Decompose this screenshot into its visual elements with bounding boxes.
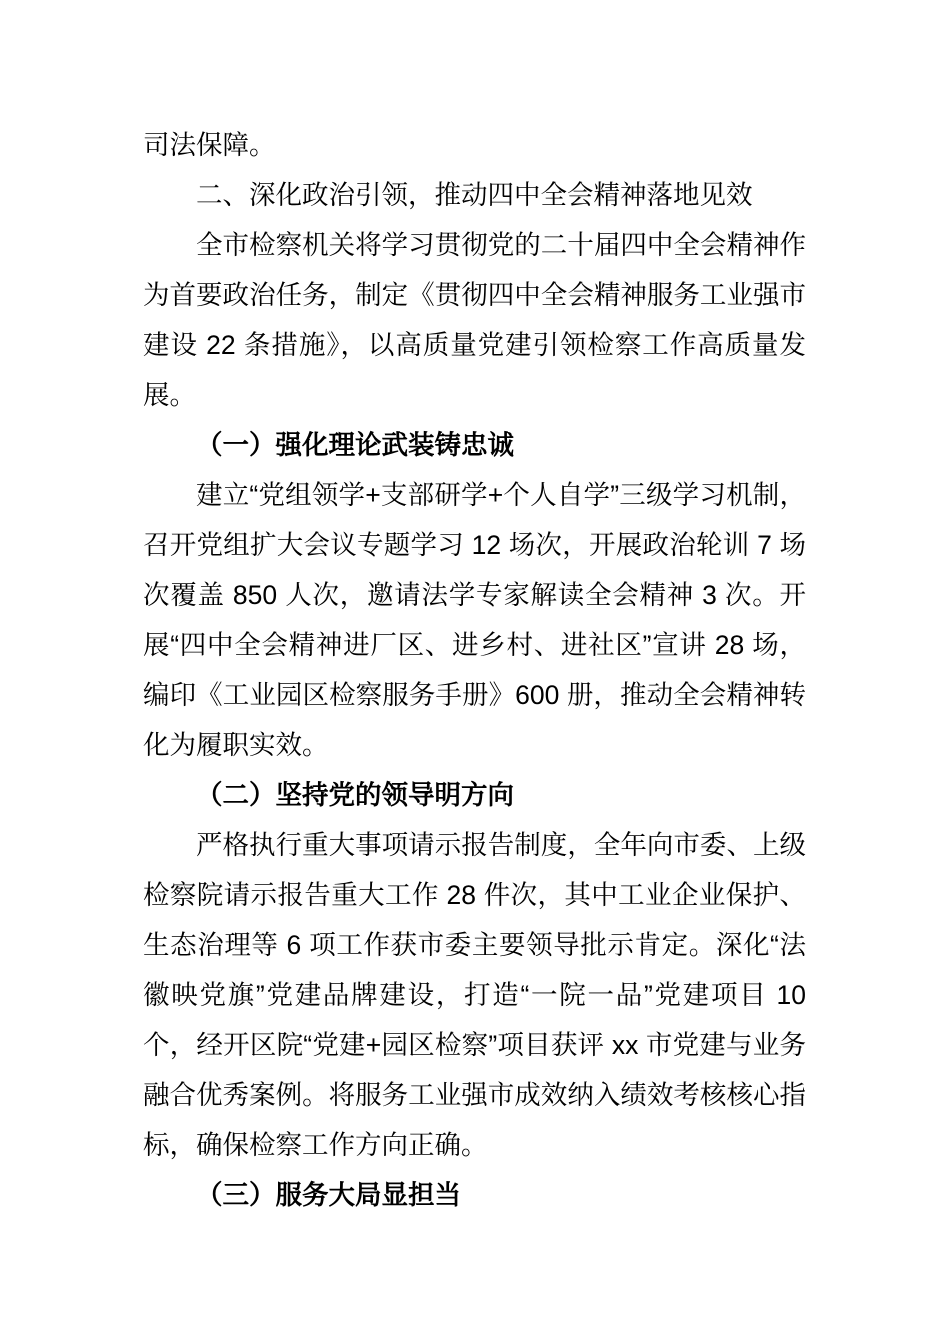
heading-level1: 二、深化政治引领，推动四中全会精神落地见效 bbox=[196, 180, 753, 210]
paragraph: 司法保障。 bbox=[143, 130, 276, 160]
heading-level2: （一）强化理论武装铸忠诚 bbox=[196, 430, 514, 460]
paragraph: 建立“党组领学+支部研学+个人自学”三级学习机制，召开党组扩大会议专题学习 12 场次，开展政治轮训 7 场次覆盖 850 人次，邀请法学专家解读全会精神 3 次。开展“四中全会精神进厂区、进乡村、进社区”宣讲 28 场，编印《工业园区检察服务手册》600 册，推动全会精神转化为履职实效。 bbox=[143, 480, 806, 760]
paragraph: 严格执行重大事项请示报告制度，全年向市委、上级检察院请示报告重大工作 28 件次，其中工业企业保护、生态治理等 6 项工作获市委主要领导批示肯定。深化“法徽映党旗”党建品牌建设，打造“一院一品”党建项目 10 个，经开区院“党建+园区检察”项目获评 xx 市党建与业务融合优秀案例。将服务工业强市成效纳入绩效考核核心指标，确保检察工作方向正确。 bbox=[143, 830, 806, 1160]
document-body bbox=[143, 120, 806, 1220]
heading-level2: （三）服务大局显担当 bbox=[196, 1180, 461, 1210]
heading-level2: （二）坚持党的领导明方向 bbox=[196, 780, 514, 810]
paragraph: 全市检察机关将学习贯彻党的二十届四中全会精神作为首要政治任务，制定《贯彻四中全会精神服务工业强市建设 22 条措施》，以高质量党建引领检察工作高质量发展。 bbox=[143, 230, 806, 410]
